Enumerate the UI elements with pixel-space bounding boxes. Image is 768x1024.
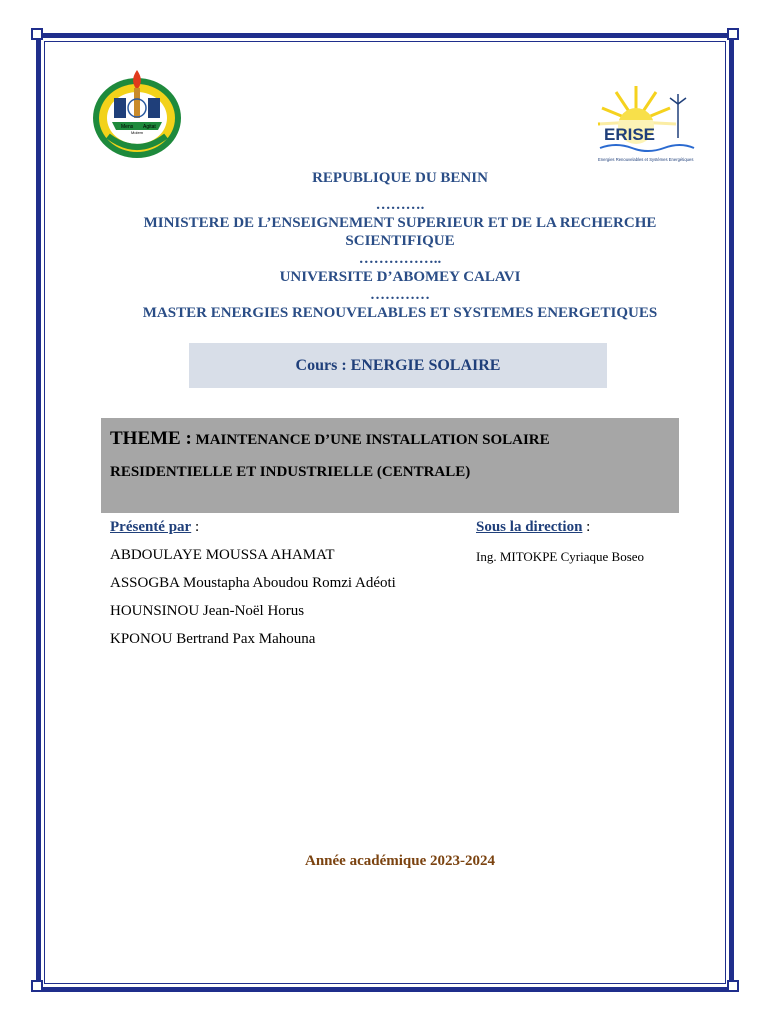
university-title: UNIVERSITE D’ABOMEY CALAVI	[279, 269, 521, 285]
theme-box	[101, 418, 679, 513]
supervision-colon: :	[582, 519, 591, 535]
author-name: HOUNSINOU Jean-Noël Horus	[110, 603, 305, 619]
republic-title: REPUBLIQUE DU BENIN	[312, 170, 488, 186]
course-title: Cours : ENERGIE SOLAIRE	[295, 356, 501, 374]
ministry-title-line2: SCIENTIFIQUE	[345, 233, 455, 249]
author-name: ASSOGBA Moustapha Aboudou Romzi Adéoti	[110, 575, 396, 591]
border-corner-top-left	[31, 28, 43, 40]
academic-year: Année académique 2023-2024	[305, 853, 495, 869]
ministry-title-line1: MINISTERE DE L’ENSEIGNEMENT SUPERIEUR ET DE LA RECHERCHE	[143, 215, 657, 231]
theme-title-line1: MAINTENANCE D’UNE INSTALLATION SOLAIRE	[195, 432, 550, 448]
presented-by-heading	[110, 519, 199, 536]
author-list	[110, 545, 396, 657]
separator-dots-3: …………	[370, 287, 430, 303]
border-corner-bottom-right	[727, 980, 739, 992]
supervision-heading	[476, 519, 590, 536]
theme-label: THEME :	[110, 428, 192, 449]
supervision-label: Sous la direction	[476, 519, 583, 535]
master-title: MASTER ENERGIES RENOUVELABLES ET SYSTEMES ENERGETIQUES	[142, 305, 658, 321]
presented-by-label: Présenté par	[110, 519, 192, 535]
logo-motto-left: Mens	[121, 124, 134, 130]
presented-by-colon: :	[191, 519, 200, 535]
erise-caption: Energies Renouvelables et Systèmes Energétiques	[598, 157, 694, 162]
author-name: KPONOU Bertrand Pax Mahouna	[110, 631, 316, 647]
separator-dots-2: ……………..	[358, 251, 442, 267]
logo-motto-right: Agitat	[143, 124, 156, 130]
course-box	[189, 343, 607, 388]
theme-title-line2: RESIDENTIELLE ET INDUSTRIELLE (CENTRALE)	[110, 464, 471, 480]
logo-motto-center: Molem	[131, 130, 144, 135]
border-corner-bottom-left	[31, 980, 43, 992]
erise-acronym: ERISE	[604, 125, 656, 144]
supervisor-name: Ing. MITOKPE Cyriaque Boseo	[476, 549, 645, 564]
author-name: ABDOULAYE MOUSSA AHAMAT	[110, 547, 335, 563]
separator-dots-1: ……….	[375, 197, 425, 213]
border-corner-top-right	[727, 28, 739, 40]
university-logo	[90, 66, 184, 160]
erise-logo	[596, 82, 696, 166]
